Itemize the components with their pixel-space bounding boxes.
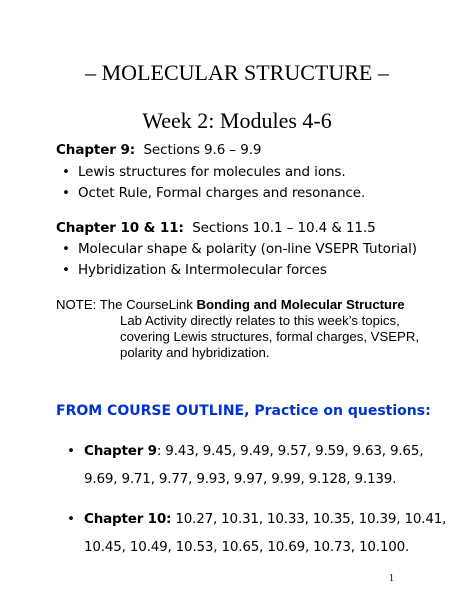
bullet-text: Octet Rule, Formal charges and resonance. bbox=[78, 185, 366, 201]
bullet-icon: • bbox=[62, 185, 70, 201]
chapter-10-11-sections: Sections 10.1 – 10.4 & 11.5 bbox=[192, 220, 376, 236]
bullet-icon: • bbox=[62, 262, 70, 278]
chapter-9-sections: Sections 9.6 – 9.9 bbox=[143, 142, 262, 158]
practice-ch10-questions-1: 10.27, 10.31, 10.33, 10.35, 10.39, 10.41, bbox=[171, 511, 447, 527]
note-text-before: The CourseLink bbox=[99, 297, 197, 312]
bullet-icon: • bbox=[67, 511, 75, 527]
outline-heading-rest: Practice on questions: bbox=[249, 403, 431, 419]
outline-heading-bold: FROM COURSE OUTLINE, bbox=[56, 403, 250, 419]
bullet-text: Molecular shape & polarity (on-line VSEPR Tutorial) bbox=[78, 241, 417, 257]
title-line-1: – MOLECULAR STRUCTURE – bbox=[85, 60, 389, 85]
outline-heading bbox=[56, 403, 431, 419]
note-bold-title: Bonding and Molecular Structure bbox=[196, 297, 405, 312]
chapter-9-label: Chapter 9: bbox=[56, 142, 136, 158]
note-line-4: polarity and hybridization. bbox=[120, 345, 270, 360]
chapter-9-bullet-1 bbox=[62, 164, 346, 180]
page-number: 1 bbox=[389, 573, 394, 584]
bullet-text: Hybridization & Intermolecular forces bbox=[78, 262, 327, 278]
practice-ch10-line-1 bbox=[67, 511, 447, 527]
practice-ch9-questions-1: : 9.43, 9.45, 9.49, 9.57, 9.59, 9.63, 9.65, bbox=[156, 443, 424, 459]
practice-ch10-line-2: 10.45, 10.49, 10.53, 10.65, 10.69, 10.73, 10.100. bbox=[84, 539, 410, 555]
note-line-2: Lab Activity directly relates to this week’s topics, bbox=[120, 313, 400, 328]
bullet-icon: • bbox=[67, 443, 75, 459]
chapter-10-11-label: Chapter 10 & 11: bbox=[56, 220, 184, 236]
note-line-3: covering Lewis structures, formal charges, VSEPR, bbox=[120, 329, 420, 344]
practice-ch9-line-2: 9.69, 9.71, 9.77, 9.93, 9.97, 9.99, 9.128, 9.139. bbox=[84, 471, 397, 487]
bullet-icon: • bbox=[62, 241, 70, 257]
chapter-10-11-heading bbox=[56, 220, 376, 236]
bullet-text: Lewis structures for molecules and ions. bbox=[78, 164, 346, 180]
bullet-icon: • bbox=[62, 164, 70, 180]
note-prefix: NOTE: bbox=[56, 297, 97, 312]
chapter-9-bullet-2 bbox=[62, 185, 366, 201]
practice-ch9-label: Chapter 9 bbox=[84, 443, 157, 459]
practice-ch10-label: Chapter 10: bbox=[84, 511, 172, 527]
title-line-2: Week 2: Modules 4-6 bbox=[142, 108, 332, 133]
chapter-9-heading bbox=[56, 142, 261, 158]
note-line-1 bbox=[56, 297, 405, 312]
chapter-10-11-bullet-1 bbox=[62, 241, 417, 257]
practice-ch9-line-1 bbox=[67, 443, 424, 459]
chapter-10-11-bullet-2 bbox=[62, 262, 327, 278]
